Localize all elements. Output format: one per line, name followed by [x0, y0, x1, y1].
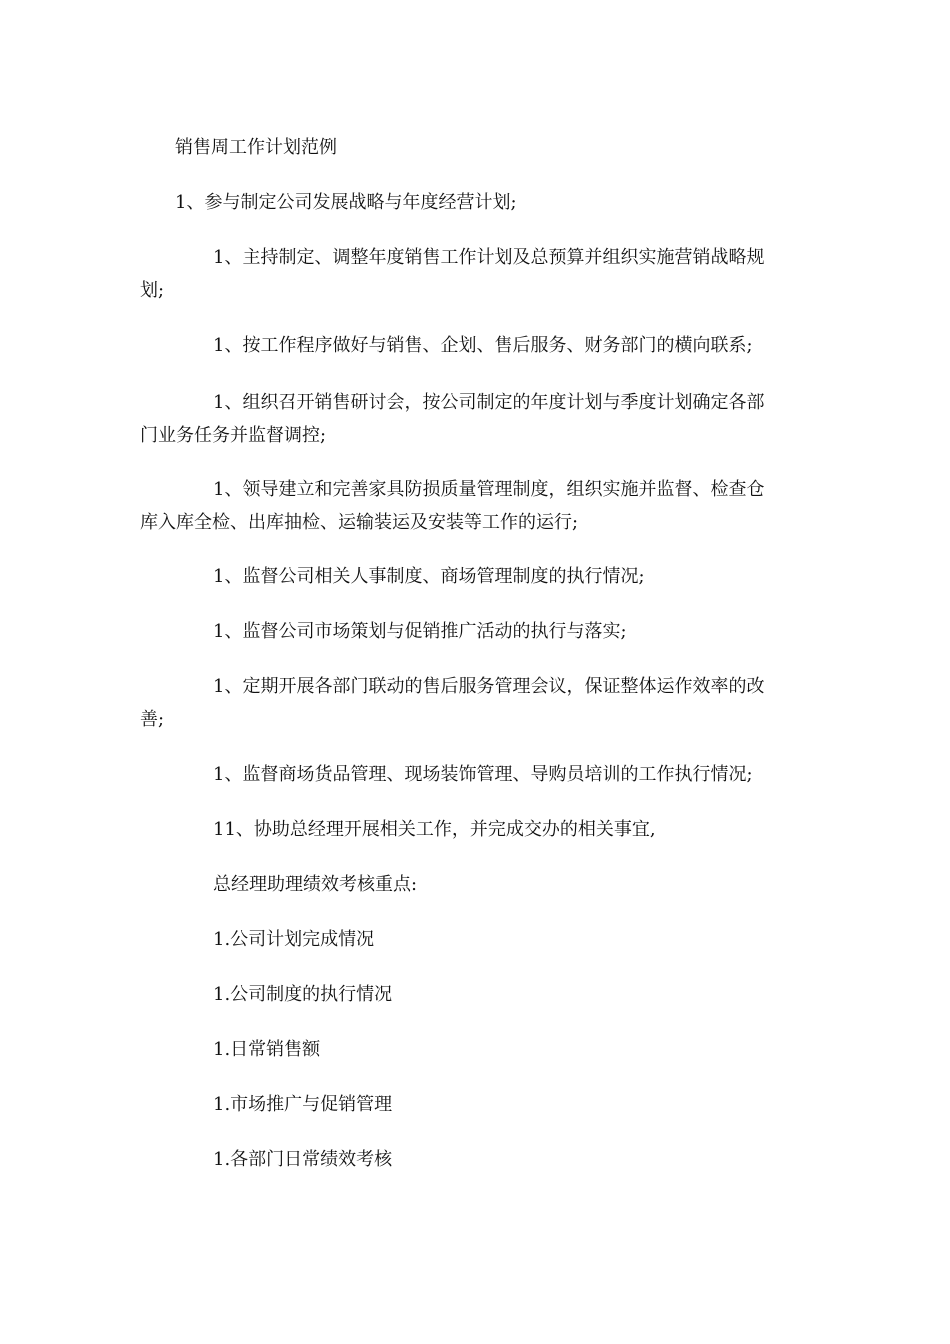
paragraph-hr-supervision: 1、监督公司相关人事制度、商场管理制度的执行情况; [213, 566, 645, 587]
paragraph-line: 门业务任务并监督调控; [140, 425, 327, 446]
kpi-heading: 总经理助理绩效考核重点: [213, 874, 418, 895]
paragraph-line: 1、主持制定、调整年度销售工作计划及总预算并组织实施营销战略规 [213, 247, 765, 268]
kpi-item: 1.日常销售额 [213, 1039, 321, 1060]
kpi-item: 1.市场推广与促销管理 [213, 1094, 393, 1115]
paragraph-store-management: 1、监督商场货品管理、现场装饰管理、导购员培训的工作执行情况; [213, 764, 753, 785]
paragraph-line: 善; [140, 709, 165, 730]
paragraph-after-sales-meeting [140, 670, 805, 736]
paragraph-line: 1、组织召开销售研讨会，按公司制定的年度计划与季度计划确定各部 [213, 392, 765, 413]
paragraph-quality-management [140, 473, 805, 539]
kpi-item: 1.公司制度的执行情况 [213, 984, 393, 1005]
paragraph-assist-gm: 11、协助总经理开展相关工作，并完成交办的相关事宜, [213, 819, 656, 840]
paragraph-line: 1、领导建立和完善家具防损质量管理制度，组织实施并监督、检查仓 [213, 479, 765, 500]
paragraph-line: 1、定期开展各部门联动的售后服务管理会议，保证整体运作效率的改 [213, 676, 765, 697]
paragraph-coordination: 1、按工作程序做好与销售、企划、售后服务、财务部门的横向联系; [213, 335, 753, 356]
paragraph-line: 库入库全检、出库抽检、运输装运及安装等工作的运行; [140, 512, 579, 533]
paragraph-sales-seminar [140, 386, 805, 452]
paragraph-marketing-supervision: 1、监督公司市场策划与促销推广活动的执行与落实; [213, 621, 627, 642]
main-responsibility-item: 1、参与制定公司发展战略与年度经营计划; [175, 192, 517, 213]
paragraph-line: 划; [140, 280, 165, 301]
kpi-item: 1.公司计划完成情况 [213, 929, 375, 950]
kpi-item: 1.各部门日常绩效考核 [213, 1149, 393, 1170]
document-title: 销售周工作计划范例 [175, 137, 337, 158]
paragraph-sales-plan [140, 241, 805, 307]
